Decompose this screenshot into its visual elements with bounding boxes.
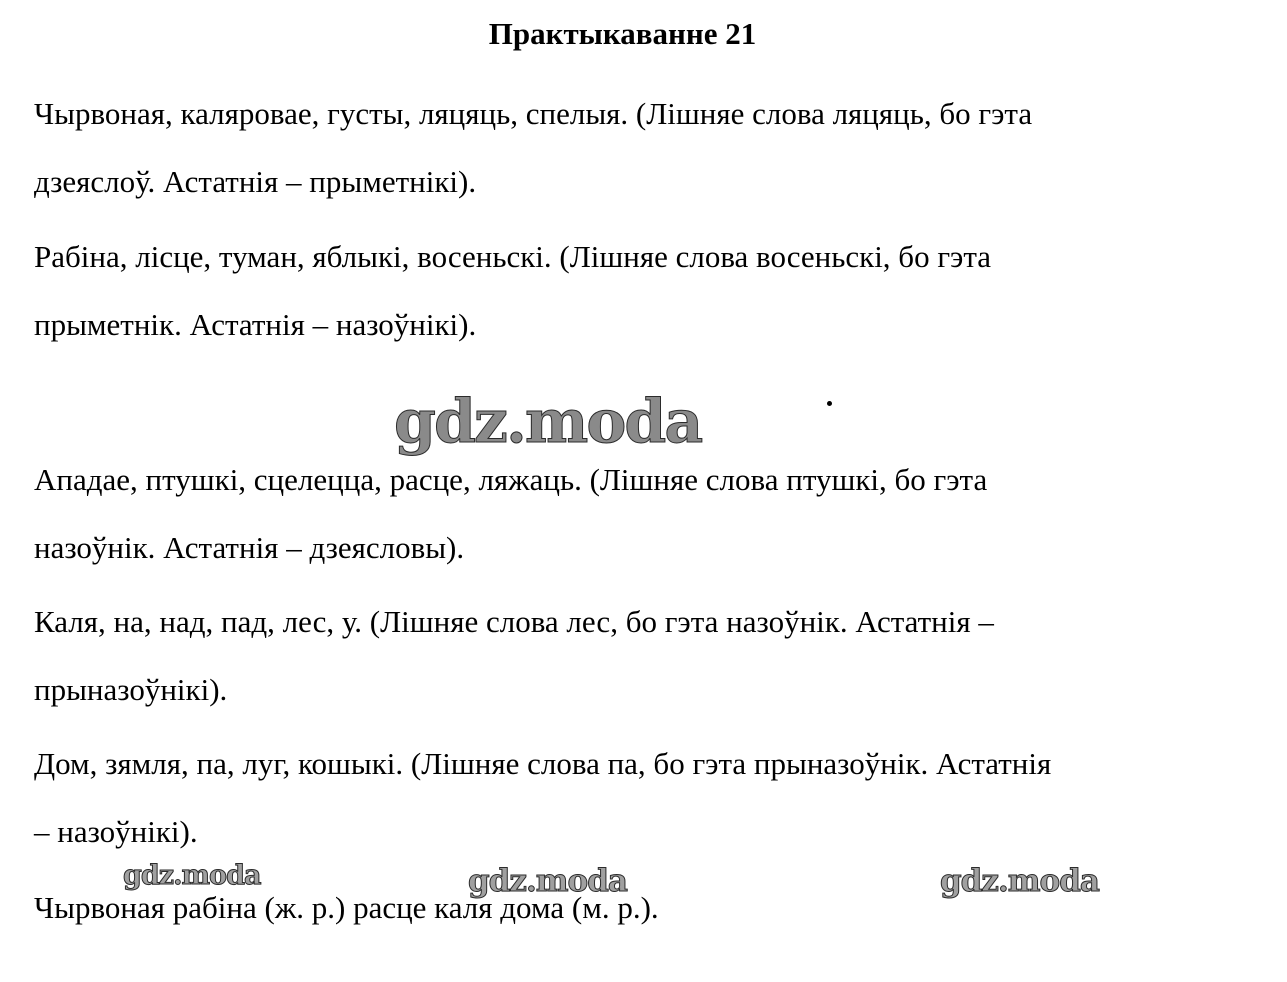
paragraph-1 [34,80,1234,216]
watermark-bottom-center: gdz.moda [468,863,627,899]
paragraph-line: прыметнік. Астатнія – назоўнікі). [34,307,477,342]
paragraph-line: прыназоўнікі). [34,672,228,707]
paragraph-4 [34,588,1234,724]
watermark-logo: gdz.moda [394,387,702,457]
paragraph-line: назоўнік. Астатнія – дзеясловы). [34,530,465,565]
paragraph-line: Рабіна, лісце, туман, яблыкі, восеньскі. (Лішняе слова восеньскі, бо гэта [34,239,992,274]
paragraph-line: – назоўнікі). [34,814,198,849]
paragraph-line: Каля, на, над, пад, лес, у. (Лішняе слова лес, бо гэта назоўнік. Астатнія – [34,604,994,639]
paragraph-line: Чырвоная, каляровае, густы, ляцяць, спелыя. (Лішняе слова ляцяць, бо гэта [34,96,1033,131]
paragraph-line: Чырвоная рабіна (ж. р.) расце каля дома (м. р.). [34,890,659,925]
paragraph-line: Ападае, птушкі, сцелецца, расце, ляжаць. (Лішняе слова птушкі, бо гэта [34,462,988,497]
watermark-bottom-right: gdz.moda [940,863,1099,899]
paragraph-3 [34,446,1234,582]
paragraph-5 [34,730,1234,866]
paragraph-2 [34,223,1234,359]
paragraph-line: Дом, зямля, па, луг, кошыкі. (Лішняе слова па, бо гэта прыназоўнік. Астатнія [34,746,1052,781]
watermark-bottom-left: gdz.moda [123,860,261,891]
page-title: Практыкаванне 21 [488,16,757,51]
paragraph-line: дзеяслоў. Астатнія – прыметнікі). [34,164,477,199]
stray-dot [827,401,832,406]
